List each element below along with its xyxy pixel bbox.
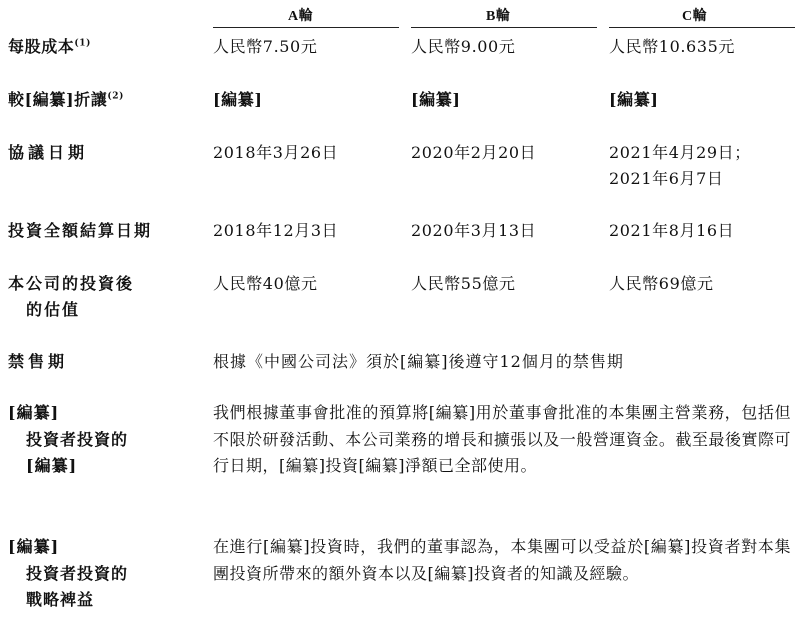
lockup-value: 根據《中國公司法》須於[編纂]後遵守12個月的禁售期 [213,352,624,371]
footnote-marker-2: (2) [107,91,124,102]
column-header-a-underline [213,27,399,28]
valuation-a: 人民幣40億元 [213,274,318,293]
row-label-agreement-date: 協議日期 [8,143,89,162]
row-label-lockup: 禁售期 [8,352,69,371]
strategic-benefits-label-line1: [編纂] [8,537,60,556]
column-header-b-underline [411,27,597,28]
strategic-benefits-value: 在進行[編纂]投資時，我們的董事認為，本集團可以受益於[編纂]投資者對本集團投資所帶來的額外資本以及[編纂]投資者的知識及經驗。 [213,537,791,583]
use-of-proceeds-label-line3: [編纂] [26,456,78,475]
discount-a: [編纂] [213,90,263,109]
column-header-a: A輪 [288,9,314,24]
row-label-strategic-benefits [8,534,128,614]
footnote-marker-1: (1) [74,38,91,49]
agreement-date-c-line1: 2021年4月29日； [609,143,751,162]
use-of-proceeds-paragraph [213,400,791,480]
row-label-cost [8,37,91,57]
row-label-settlement-date: 投資全額結算日期 [8,221,153,240]
discount-b: [編纂] [411,90,461,109]
use-of-proceeds-label-line1: [編纂] [8,403,60,422]
use-of-proceeds-label-line2: 投資者投資的 [26,429,129,449]
strategic-benefits-label-line2: 投資者投資的 [26,563,129,583]
cost-c: 人民幣10.635元 [609,37,735,56]
valuation-b: 人民幣55億元 [411,274,516,293]
row-label-use-of-proceeds [8,400,128,480]
column-header-b: B輪 [486,9,511,24]
strategic-benefits-paragraph [213,534,791,587]
row-label-discount-text: 較[編纂]折讓 [8,90,108,109]
row-label-valuation-line1: 本公司的投資後 [8,274,135,293]
use-of-proceeds-value: 我們根據董事會批准的預算將[編纂]用於董事會批准的本集團主營業務，包括但不限於研發活動、本公司業務的增長和擴張以及一般營運資金。截至最後實際可行日期，[編纂]投資[編纂]淨額已全部使用。 [213,403,791,475]
settlement-date-c: 2021年8月16日 [609,221,735,240]
discount-c: [編纂] [609,90,659,109]
column-header-c-underline [609,27,795,28]
cost-b: 人民幣9.00元 [411,37,516,56]
strategic-benefits-label-line3: 戰略裨益 [26,590,95,609]
row-label-valuation-line2: 的估值 [26,300,81,319]
column-header-c: C輪 [682,9,708,24]
valuation-c: 人民幣69億元 [609,274,714,293]
cost-a: 人民幣7.50元 [213,37,318,56]
row-label-cost-text: 每股成本 [8,37,75,56]
agreement-date-b: 2020年2月20日 [411,143,537,162]
agreement-date-a: 2018年3月26日 [213,143,339,162]
settlement-date-b: 2020年3月13日 [411,221,537,240]
agreement-date-c-line2: 2021年6月7日 [609,169,724,188]
settlement-date-a: 2018年12月3日 [213,221,339,240]
row-label-discount [8,90,124,110]
